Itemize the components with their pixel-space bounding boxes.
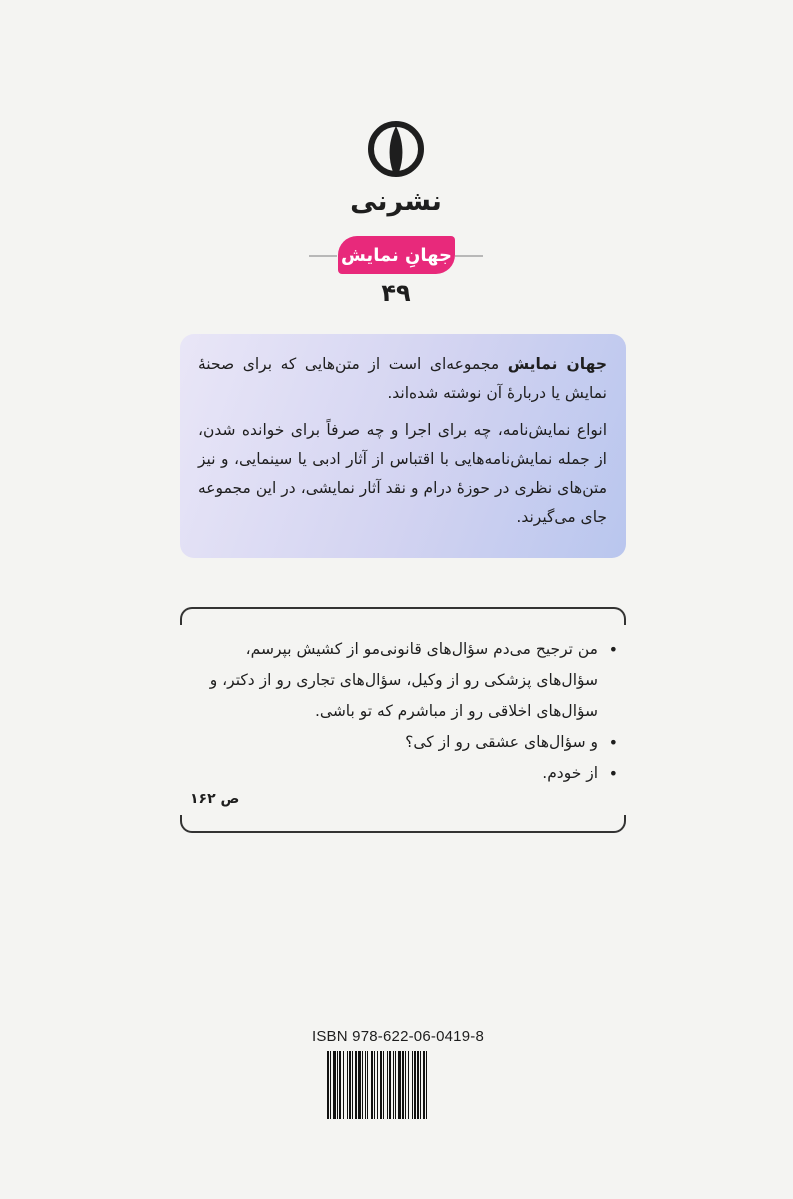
series-divider-right (455, 255, 483, 257)
series-number: ۴۹ (381, 279, 411, 307)
series-description-box (180, 334, 626, 558)
bullet-icon: • (608, 733, 618, 752)
publisher-logo-icon (366, 114, 426, 184)
quote-line-text: و سؤال‌های عشقی رو از کی؟ (405, 733, 598, 751)
quote-line (190, 727, 620, 758)
bullet-icon: • (608, 764, 618, 783)
quote-line (190, 634, 620, 727)
description-paragraph-1 (198, 350, 607, 408)
description-paragraph-2: انواع نمایش‌نامه، چه برای اجرا و چه صرفاً برای خوانده شدن، از جمله نمایش‌نامه‌هایی با اقتباس از آثار ادبی یا سینمایی، و نیز متن‌های نظری در حوزهٔ درام و نقد آثار نمایشی، در این مجموعه جای می‌گیرند. (198, 421, 607, 526)
series-divider-left (309, 255, 337, 257)
bullet-icon: • (608, 640, 618, 659)
publisher-name: نشرنی (350, 186, 442, 217)
quote-line (190, 758, 620, 789)
description-paragraph-1-text: مجموعه‌ای است از متن‌هایی که برای صحنهٔ نمایش یا دربارهٔ آن نوشته شده‌اند. (198, 355, 607, 402)
barcode-icon (325, 1051, 475, 1119)
book-quote (190, 634, 620, 789)
description-series-name: جهان نمایش (507, 355, 607, 373)
quote-frame-top (180, 607, 626, 625)
quote-line-text: من ترجیح می‌دم سؤال‌های قانونی‌مو از کشیش بپرسم، سؤال‌های پزشکی رو از وکیل، سؤال‌های تجاری رو از دکتر، و سؤال‌های اخلاقی رو از مباشرم که تو باشی. (209, 640, 598, 720)
quote-page-reference: ص ۱۶۲ (190, 791, 240, 807)
quote-frame-bottom (180, 815, 626, 833)
quote-line-text: از خودم. (542, 764, 598, 782)
isbn-number: ISBN 978-622-06-0419-8 (311, 1028, 484, 1045)
series-badge: جهانِ نمایش (338, 236, 455, 274)
